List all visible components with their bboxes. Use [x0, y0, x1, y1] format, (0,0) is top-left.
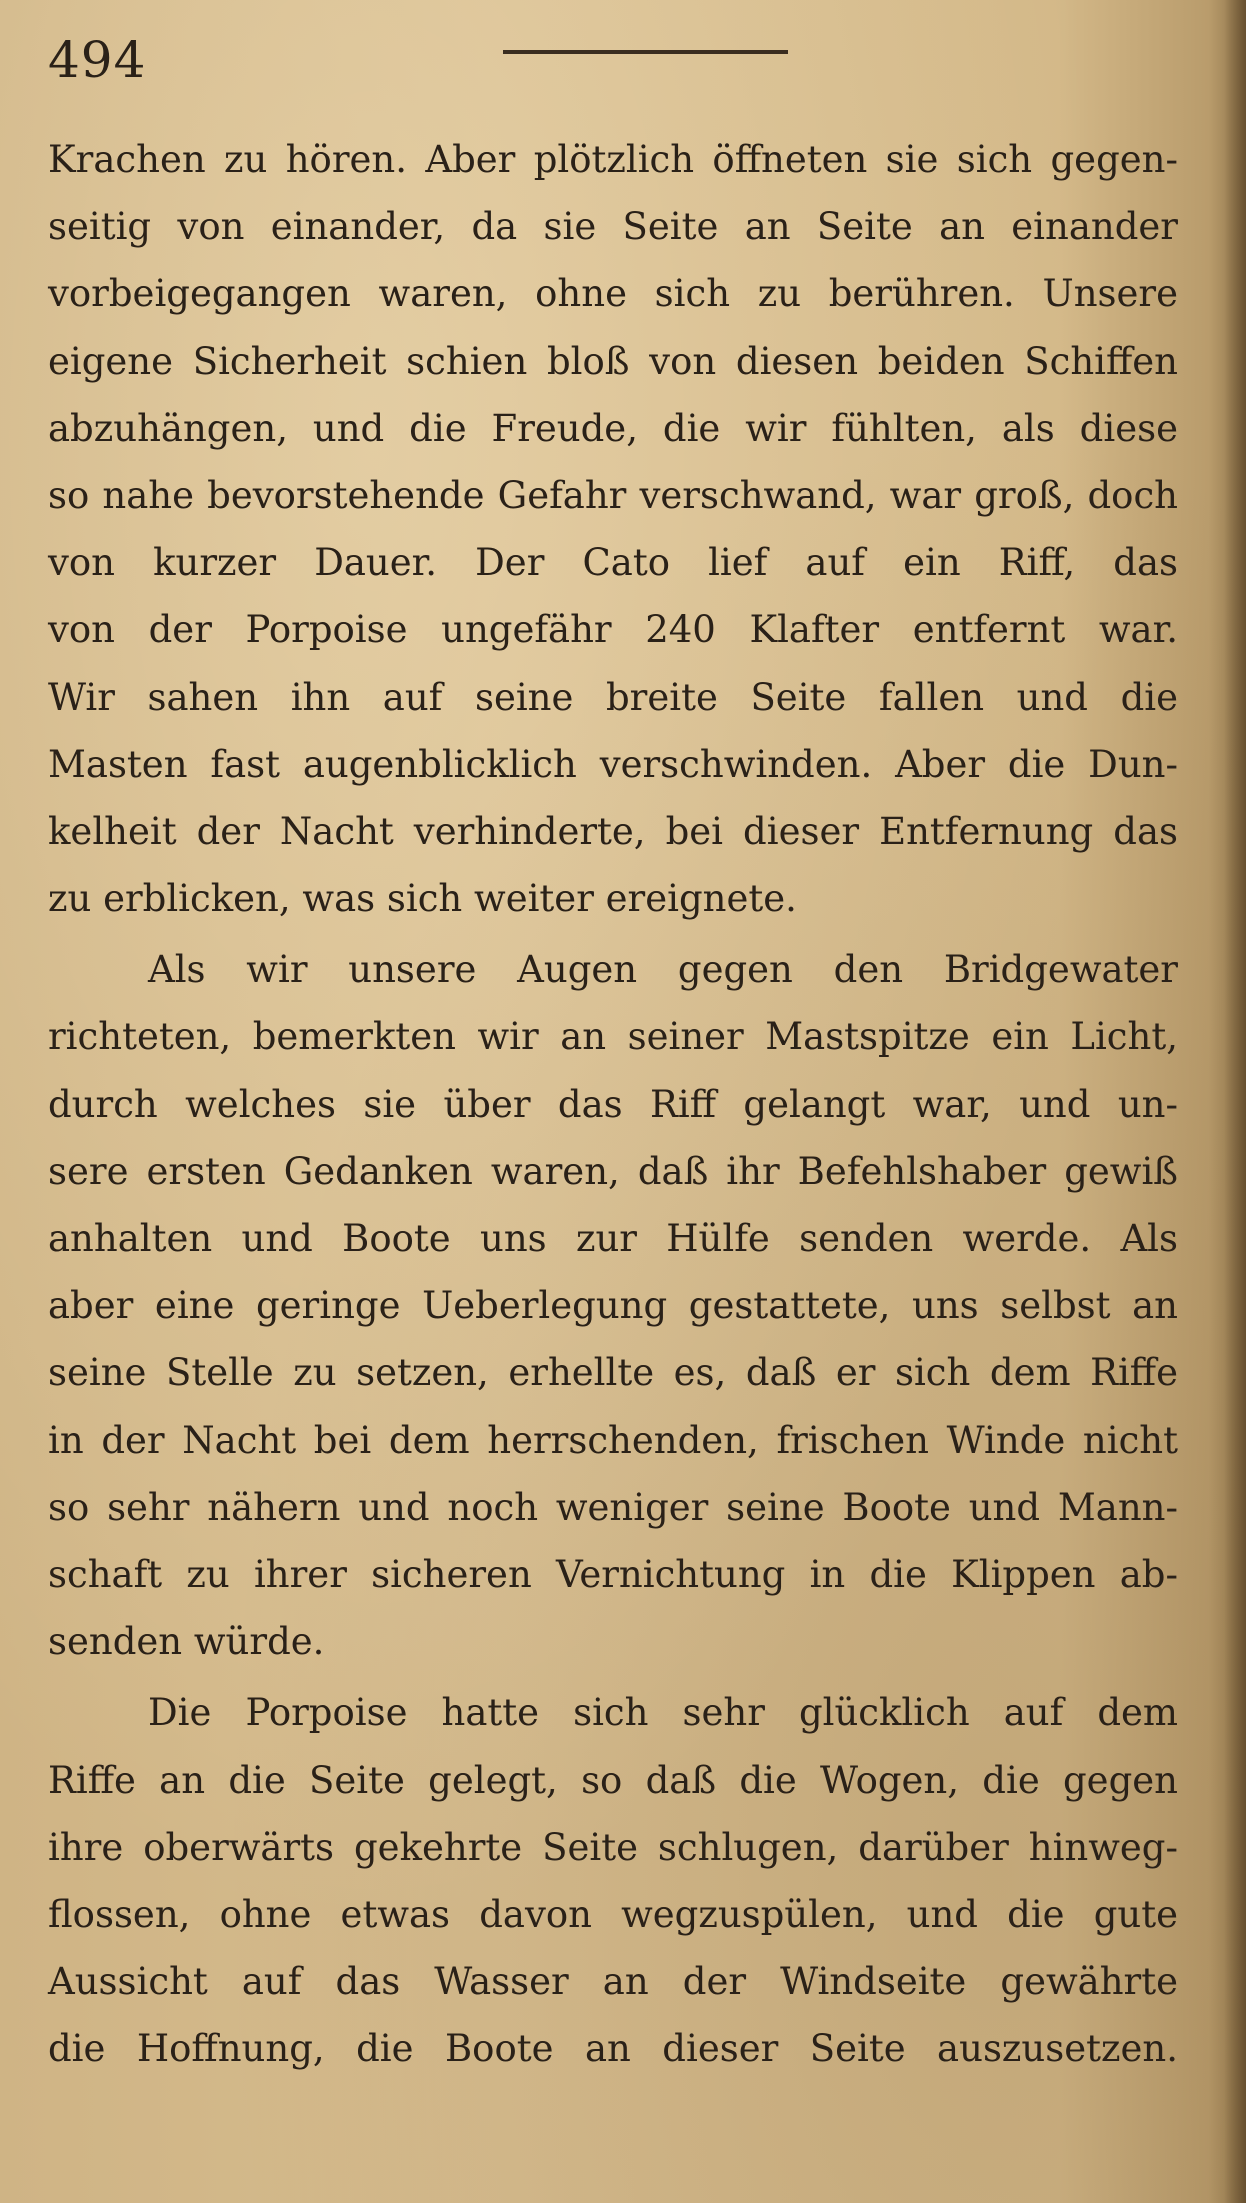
text-line: in der Nacht bei dem herrschenden, frischen Winde nicht: [48, 1418, 1178, 1462]
text-line: senden würde.: [48, 1620, 325, 1664]
text-line: von kurzer Dauer. Der Cato lief auf ein Riff, das: [48, 541, 1178, 585]
text-line: Aussicht auf das Wasser an der Windseite gewährte: [48, 1960, 1178, 2004]
page-number: 494: [48, 31, 147, 89]
text-line: Riffe an die Seite gelegt, so daß die Wogen, die gegen: [48, 1758, 1178, 1802]
text-line: vorbeigegangen waren, ohne sich zu berühren. Unsere: [48, 272, 1178, 316]
paragraph-1: [48, 126, 1178, 932]
paragraph-2: [48, 936, 1178, 1675]
text-line: anhalten und Boote uns zur Hülfe senden werde. Als: [48, 1217, 1178, 1260]
text-line: abzuhängen, und die Freude, die wir fühlten, als diese: [48, 406, 1178, 450]
text-line: Masten fast augenblicklich verschwinden. Aber die Dun-: [48, 742, 1178, 786]
page-header: [48, 30, 748, 90]
text-line: sere ersten Gedanken waren, daß ihr Befehlshaber gewiß: [48, 1149, 1178, 1193]
text-line: schaft zu ihrer sicheren Vernichtung in die Klippen ab-: [48, 1552, 1178, 1596]
text-line: richteten, bemerkten wir an seiner Mastspitze ein Licht,: [48, 1015, 1178, 1059]
body-text: [48, 126, 1178, 2082]
text-line: von der Porpoise ungefähr 240 Klafter entfernt war.: [48, 608, 1178, 652]
text-line: Die Porpoise hatte sich sehr glücklich auf dem: [148, 1691, 1178, 1735]
text-line: ihre oberwärts gekehrte Seite schlugen, darüber hinweg-: [48, 1825, 1178, 1869]
text-line: so sehr nähern und noch weniger seine Boote und Mann-: [48, 1485, 1178, 1529]
text-line: eigene Sicherheit schien bloß von diesen beiden Schiffen: [48, 339, 1178, 383]
text-line: seine Stelle zu setzen, erhellte es, daß er sich dem Riffe: [48, 1351, 1178, 1395]
paragraph-3: [48, 1679, 1178, 2082]
text-line: kelheit der Nacht verhinderte, bei dieser Entfernung das: [48, 809, 1178, 853]
header-rule: [503, 50, 788, 54]
text-line: zu erblicken, was sich weiter ereignete.: [48, 877, 797, 921]
text-line: Wir sahen ihn auf seine breite Seite fallen und die: [48, 675, 1178, 719]
text-line: flossen, ohne etwas davon wegzuspülen, und die gute: [48, 1892, 1178, 1936]
text-line: Als wir unsere Augen gegen den Bridgewater: [148, 948, 1178, 992]
text-line: durch welches sie über das Riff gelangt war, und un-: [48, 1082, 1178, 1126]
text-line: seitig von einander, da sie Seite an Seite an einander: [48, 205, 1178, 249]
text-line: aber eine geringe Ueberlegung gestattete, uns selbst an: [48, 1284, 1178, 1328]
text-line: die Hoffnung, die Boote an dieser Seite auszusetzen.: [48, 2027, 1178, 2071]
text-line: Krachen zu hören. Aber plötzlich öffneten sie sich gegen-: [48, 138, 1178, 181]
text-line: so nahe bevorstehende Gefahr verschwand, war groß, doch: [48, 473, 1178, 517]
